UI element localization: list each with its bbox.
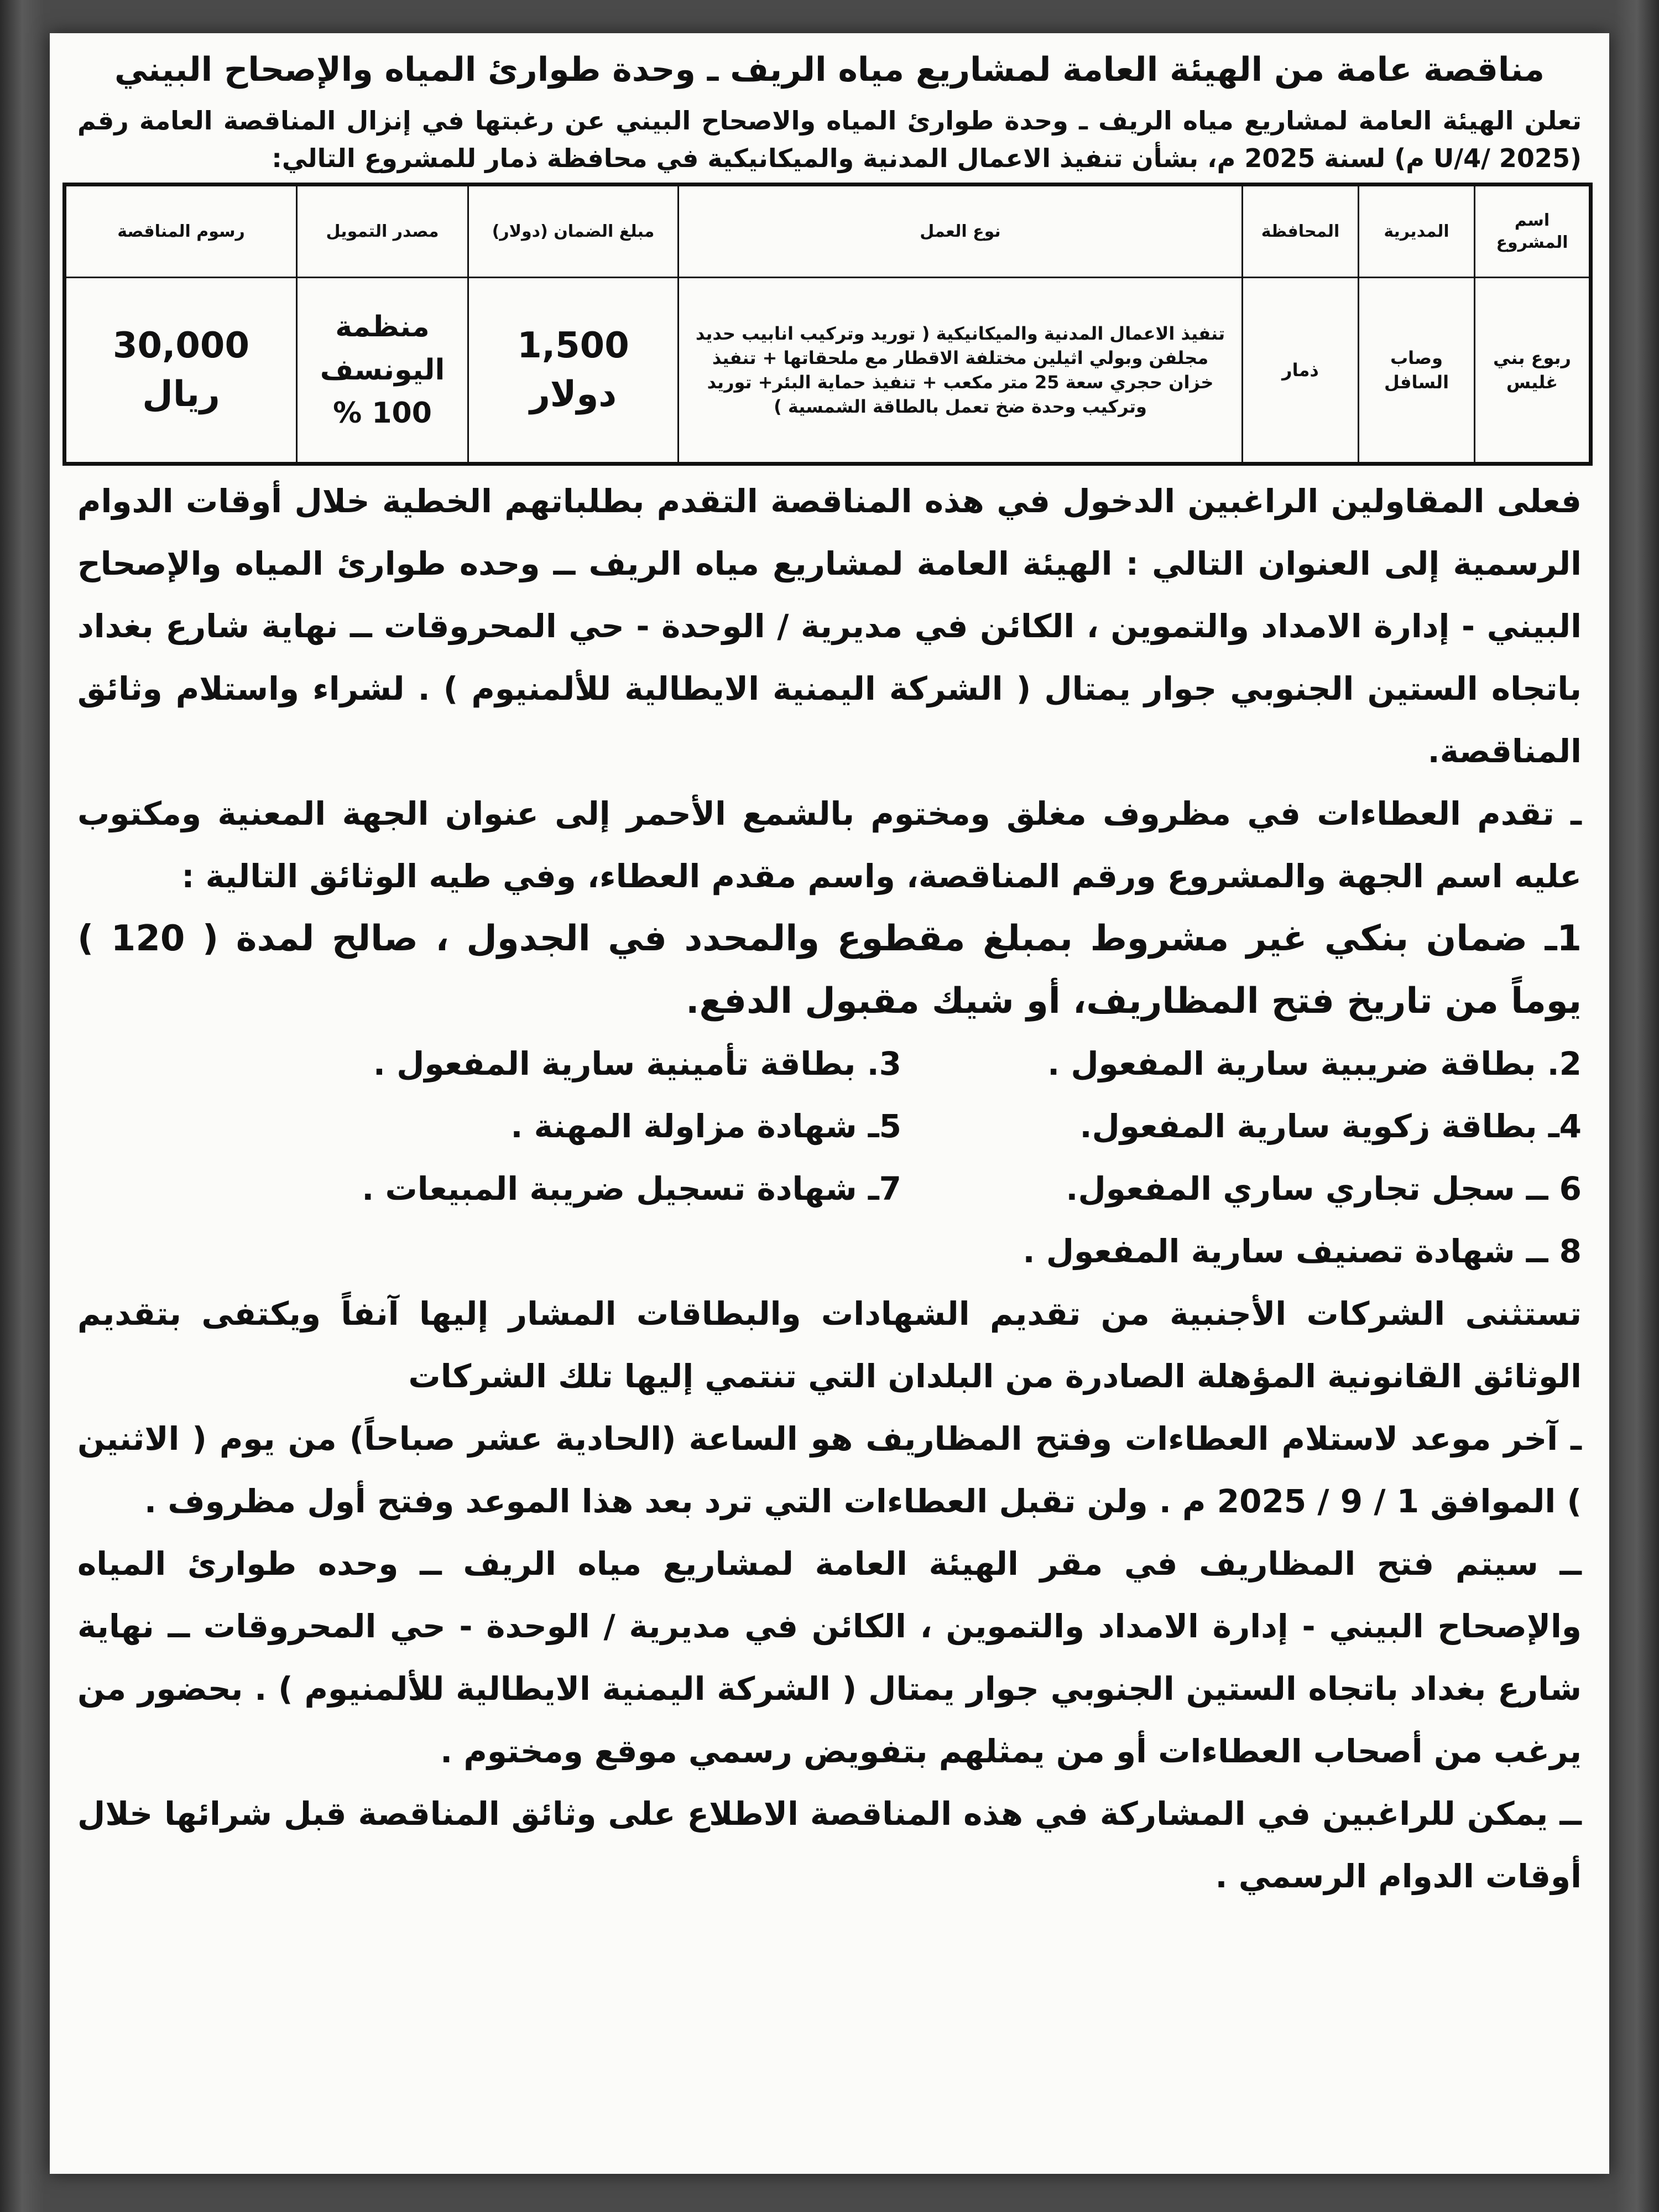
newspaper-clipping <box>50 33 1609 2174</box>
cell-governorate: ذمار <box>1243 278 1359 464</box>
header-funding: مصدر التمويل <box>297 185 468 278</box>
required-doc-4: 4ـ بطاقة زكوية سارية المفعول. <box>1079 1107 1582 1145</box>
cell-work-type: تنفيذ الاعمال المدنية والميكانيكية ( توريد وتركيب انابيب حديد مجلفن وبولي اثيلين مختلفة الاقطار مع ملحقاتها + تنفيذ خزان حجري سعة 25 متر مكعب + تنفيذ حماية البئر+ توريد وتركيب وحدة ضخ تعمل بالطاقة الشمسية ) <box>679 278 1243 464</box>
foreign-companies-paragraph: تستثنى الشركات الأجنبية من تقديم الشهادات والبطاقات المشار إليها آنفاً ويكتفى بتقديم الوثائق القانونية المؤهلة الصادرة من البلدان التي تنتمي إليها تلك الشركات <box>77 1295 1582 1395</box>
cell-directorate: وصاب السافل <box>1359 278 1475 464</box>
header-work-type: نوع العمل <box>679 185 1243 278</box>
cell-funding: منظمة اليونسف 100 % <box>297 278 468 464</box>
header-directorate: المديرية <box>1359 185 1475 278</box>
cell-guarantee: 1,500 دولار <box>468 278 679 464</box>
table-header-row <box>65 185 1591 278</box>
required-doc-6: 6 ــ سجل تجاري ساري المفعول. <box>1066 1170 1582 1208</box>
review-paragraph: ــ يمكن للراغبين في المشاركة في هذه المناقصة الاطلاع على وثائق المناقصة قبل شرائها خلال أوقات الدوام الرسمي . <box>77 1795 1582 1895</box>
required-docs-row-b <box>77 1095 1582 1158</box>
header-guarantee: مبلغ الضمان (دولار) <box>468 185 679 278</box>
required-doc-1: 1ـ ضمان بنكي غير مشروط بمبلغ مقطوع والمحدد في الجدول ، صالح لمدة ( 120 ) يوماً من تاريخ فتح المظاريف، أو شيك مقبول الدفع. <box>77 918 1582 1022</box>
announcement-title: مناقصة عامة من الهيئة العامة لمشاريع مياه الريف ـ وحدة طوارئ المياه والإصحاح البيني <box>114 50 1545 89</box>
tender-announcement <box>66 33 1593 2174</box>
envelope-paragraph: ـ تقدم العطاءات في مظروف مغلق ومختوم بالشمع الأحمر إلى عنوان الجهة المعنية ومكتوب عليه اسم الجهة والمشروع ورقم المناقصة، واسم مقدم العطاء، وفي طيه الوثائق التالية : <box>77 795 1582 895</box>
opening-paragraph: ــ سيتم فتح المظاريف في مقر الهيئة العامة لمشاريع مياه الريف ــ وحده طوارئ المياه والإصحاح البيني - إدارة الامداد والتموين ، الكائن في مديرية / الوحدة - حي المحروقات ــ نهاية شارع بغداد باتجاه الستين الجنوبي جوار يمتال ( الشركة اليمنية الايطالية للألمنيوم ) . بحضور من يرغب من أصحاب العطاءات أو من يمثلهم بتفويض رسمي موقع ومختوم . <box>77 1545 1582 1770</box>
header-governorate: المحافظة <box>1243 185 1359 278</box>
cell-project: ربوع بني غليس <box>1475 278 1591 464</box>
header-fees: رسوم المناقصة <box>65 185 297 278</box>
required-doc-2: 2. بطاقة ضريبية سارية المفعول . <box>1047 1045 1582 1082</box>
required-doc-8: 8 ــ شهادة تصنيف سارية المفعول . <box>1022 1232 1582 1270</box>
required-doc-7: 7ـ شهادة تسجيل ضريبة المبيعات . <box>362 1170 901 1208</box>
required-docs-row-c <box>77 1158 1582 1220</box>
table-row <box>65 278 1591 464</box>
submission-paragraph: فعلى المقاولين الراغبين الدخول في هذه المناقصة التقدم بطلباتهم الخطية خلال أوقات الدوام الرسمية إلى العنوان التالي : الهيئة العامة لمشاريع مياه الريف ــ وحده طوارئ المياه والإصحاح البيني - إدارة الامداد والتموين ، الكائن في مديرية / الوحدة - حي المحروقات ــ نهاية شارع بغداد باتجاه الستين الجنوبي جوار يمتال ( الشركة اليمنية الايطالية للألمنيوم ) . لشراء واستلام وثائق المناقصة. <box>77 482 1582 770</box>
required-doc-5: 5ـ شهادة مزاولة المهنة . <box>510 1107 901 1145</box>
header-project: اسم المشروع <box>1475 185 1591 278</box>
announcement-body <box>77 470 1582 1908</box>
deadline-paragraph: ـ آخر موعد لاستلام العطاءات وفتح المظاريف هو الساعة (الحادية عشر صباحاً) من يوم ( الاثنين ) الموافق 1 / 9 / 2025 م . ولن تقبل العطاءات التي ترد بعد هذا الموعد وفتح أول مظروف . <box>77 1420 1582 1520</box>
intro-paragraph: تعلن الهيئة العامة لمشاريع مياه الريف ـ وحدة طوارئ المياه والاصحاح البيني عن رغبتها في إنزال المناقصة العامة رقم (U/4/ 2025 م) لسنة 2025 م، بشأن تنفيذ الاعمال المدنية والميكانيكية في محافظة ذمار للمشروع التالي: <box>77 106 1582 173</box>
cell-fees: 30,000 ريال <box>65 278 297 464</box>
project-table <box>62 183 1593 466</box>
required-docs-row-a <box>77 1033 1582 1095</box>
required-doc-3: 3. بطاقة تأمينية سارية المفعول . <box>373 1045 901 1082</box>
